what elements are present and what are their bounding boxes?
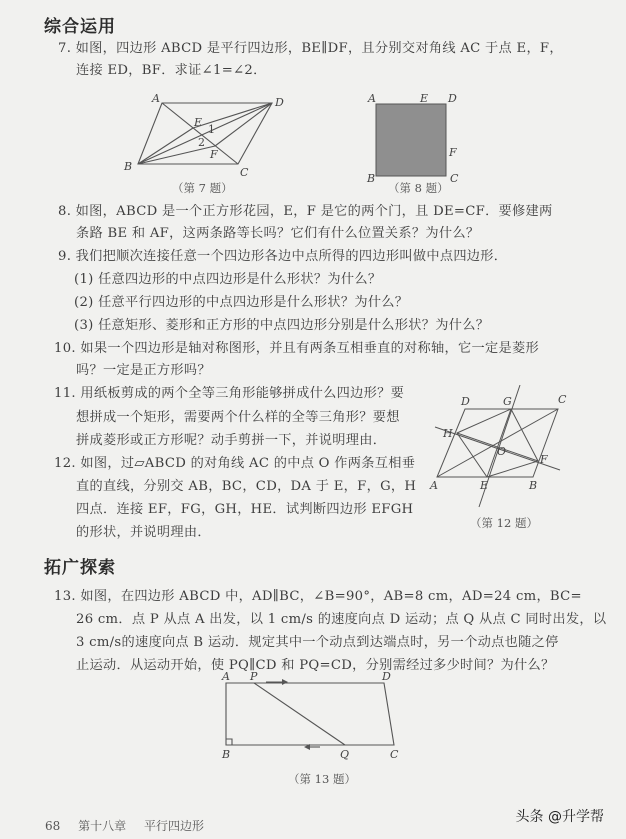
q7-label-c: C bbox=[240, 166, 249, 178]
q12-caption: （第 12 题） bbox=[470, 516, 538, 530]
section-title-extension: 拓广探索 bbox=[44, 558, 116, 578]
chapter-label: 第十八章 bbox=[78, 819, 127, 833]
q12-line-3: 四点．连接 EF，FG，GH，HE．试判断四边形 EFGH bbox=[76, 502, 414, 517]
q12-label-g: G bbox=[503, 395, 512, 408]
q7-label-b: B bbox=[124, 160, 133, 173]
q8-label-d: D bbox=[448, 92, 457, 105]
q13-label-a: A bbox=[222, 672, 230, 683]
q7-label-a: A bbox=[152, 92, 160, 105]
q7-angle-2: 2 bbox=[198, 136, 205, 149]
q8-label-f: F bbox=[449, 146, 457, 159]
q8-line-1: 8. 如图，ABCD 是一个正方形花园，E，F 是它的两个门，且 DE=CF．要修建两 bbox=[58, 204, 553, 219]
q11-line-2: 想拼成一个矩形，需要两个什么样的全等三角形？要想 bbox=[76, 410, 400, 425]
q12-label-b: B bbox=[529, 479, 538, 492]
q7-caption: （第 7 题） bbox=[172, 181, 233, 195]
figure-q8-square bbox=[364, 90, 464, 182]
q12-label-o: O bbox=[497, 445, 507, 458]
q10-line-1: 10. 如果一个四边形是轴对称图形，并且有两条互相垂直的对称轴，它一定是菱形 bbox=[54, 341, 539, 356]
q9-part-2: (2) 任意平行四边形的中点四边形是什么形状？为什么？ bbox=[74, 295, 409, 310]
q12-label-h: H bbox=[443, 427, 453, 440]
q7-label-d: D bbox=[275, 96, 284, 109]
page-number: 68 bbox=[45, 819, 61, 833]
q8-line-2: 条路 BE 和 AF，这两条路等长吗？它们有什么位置关系？为什么？ bbox=[76, 226, 480, 241]
q13-line-2: 26 cm．点 P 从点 A 出发，以 1 cm/s 的速度向点 D 运动；点 Q 从点 C 同时出发，以 bbox=[76, 612, 607, 627]
q9-part-1: (1) 任意四边形的中点四边形是什么形状？为什么？ bbox=[74, 272, 382, 287]
q13-label-d: D bbox=[382, 672, 391, 683]
q7-line-1: 7. 如图，四边形 ABCD 是平行四边形，BE∥DF，且分别交对角线 AC 于点 E，F， bbox=[58, 41, 563, 56]
q12-line-1: 12. 如图，过▱ABCD 的对角线 AC 的中点 O 作两条互相垂 bbox=[54, 456, 416, 471]
q12-label-d: D bbox=[461, 395, 470, 408]
q8-label-b: B bbox=[367, 172, 376, 182]
q13-label-q: Q bbox=[340, 748, 350, 761]
q7-label-e: E bbox=[194, 116, 203, 129]
q13-line-1: 13. 如图，在四边形 ABCD 中，AD∥BC，∠B=90°，AB=8 cm，AD=24 cm，BC= bbox=[54, 589, 582, 604]
q12-line-4: 的形状，并说明理由． bbox=[76, 525, 211, 540]
chapter-title: 平行四边形 bbox=[143, 819, 204, 833]
q8-label-c: C bbox=[450, 172, 459, 182]
q13-label-c: C bbox=[390, 748, 399, 761]
q7-line-2: 连接 ED，BF．求证∠1=∠2． bbox=[76, 63, 267, 78]
q12-line-2: 直的直线，分别交 AB，BC，CD，DA 于 E，F，G，H bbox=[76, 479, 417, 494]
q8-caption: （第 8 题） bbox=[388, 181, 449, 195]
q11-line-3: 拼成菱形或正方形呢？动手剪拼一下，并说明理由． bbox=[76, 433, 387, 448]
q9-line-1: 9. 我们把顺次连接任意一个四边形各边中点所得的四边形叫做中点四边形． bbox=[58, 249, 508, 264]
q8-label-a: A bbox=[368, 92, 376, 105]
figure-q12-parallelogram bbox=[425, 385, 620, 510]
q8-label-e: E bbox=[420, 92, 429, 105]
page-footer bbox=[45, 817, 218, 834]
q12-label-f: F bbox=[540, 453, 548, 466]
q13-line-3: 3 cm/s的速度向点 B 运动．规定其中一个动点到达端点时，另一个动点也随之停 bbox=[76, 635, 559, 650]
q7-label-f: F bbox=[210, 148, 218, 161]
q13-label-b: B bbox=[222, 748, 231, 761]
section-title-comprehensive: 综合运用 bbox=[44, 17, 116, 37]
q10-line-2: 吗？一定是正方形吗？ bbox=[76, 363, 211, 378]
q7-angle-1: 1 bbox=[208, 123, 215, 136]
q12-label-e: E bbox=[480, 479, 489, 492]
q13-caption: （第 13 题） bbox=[288, 772, 356, 786]
figure-q13-trapezoid bbox=[210, 672, 420, 762]
q9-part-3: (3) 任意矩形、菱形和正方形的中点四边形分别是什么形状？为什么？ bbox=[74, 318, 490, 333]
q12-label-c: C bbox=[558, 393, 567, 406]
q11-line-1: 11. 用纸板剪成的两个全等三角形能够拼成什么四边形？要 bbox=[54, 386, 405, 401]
q13-label-p: P bbox=[250, 672, 258, 683]
q13-line-4: 止运动．从运动开始，使 PQ∥CD 和 PQ=CD，分别需经过多少时间？为什么？ bbox=[76, 658, 555, 673]
watermark: 头条 @升学帮 bbox=[515, 809, 604, 825]
figure-q7-parallelogram bbox=[120, 88, 295, 178]
q12-label-a: A bbox=[430, 479, 438, 492]
